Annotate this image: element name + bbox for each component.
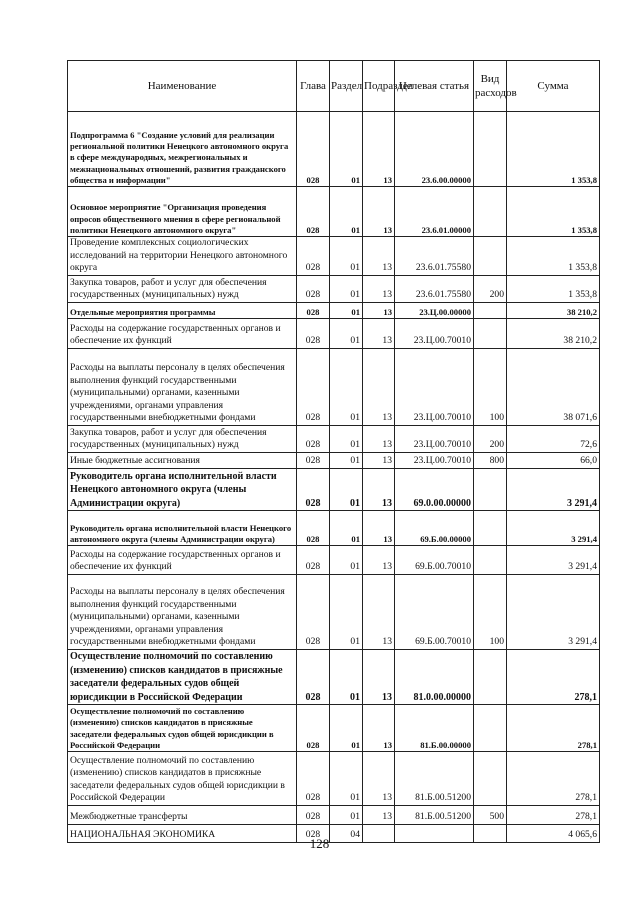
row-name: Осуществление полномочий по составлению (изменению) списков кандидатов в присяжные заседатели федеральных судов общей юрисдикции в Российской Федерации bbox=[68, 650, 297, 705]
row-vid: 800 bbox=[474, 453, 507, 469]
page-number: 128 bbox=[309, 836, 330, 851]
row-sum: 1 353,8 bbox=[507, 187, 600, 237]
header-row bbox=[68, 61, 600, 112]
row-razdel: 01 bbox=[330, 453, 363, 469]
row-sum: 38 210,2 bbox=[507, 319, 600, 349]
row-podrazdel: 13 bbox=[363, 319, 395, 349]
row-target: 23.6.01.00000 bbox=[395, 187, 474, 237]
row-sum: 278,1 bbox=[507, 705, 600, 752]
row-name: Осуществление полномочий по составлению (изменению) списков кандидатов в присяжные заседатели федеральных судов общей юрисдикции в Российской Федерации bbox=[68, 705, 297, 752]
row-name: НАЦИОНАЛЬНАЯ ЭКОНОМИКА bbox=[68, 825, 297, 843]
row-name: Проведение комплексных социологических исследований на территории Ненецкого автономного округа bbox=[68, 237, 297, 276]
row-sum: 278,1 bbox=[507, 650, 600, 705]
row-podrazdel: 13 bbox=[363, 349, 395, 426]
header-glava: Глава bbox=[297, 61, 330, 112]
table-row bbox=[68, 237, 600, 276]
row-name: Осуществление полномочий по составлению (изменению) списков кандидатов в присяжные заседатели федеральных судов общей юрисдикции в Российской Федерации bbox=[68, 752, 297, 806]
row-glava: 028 bbox=[297, 825, 330, 843]
row-name: Расходы на выплаты персоналу в целях обеспечения выполнения функций государственными (муниципальными) органами, казенными учреждениями, органами управления государственными внебюджетными фондами bbox=[68, 575, 297, 650]
row-vid bbox=[474, 469, 507, 511]
row-sum: 1 353,8 bbox=[507, 237, 600, 276]
row-podrazdel: 13 bbox=[363, 453, 395, 469]
header-vid: Вид расходов bbox=[474, 61, 507, 112]
row-vid: 200 bbox=[474, 426, 507, 453]
row-podrazdel: 13 bbox=[363, 276, 395, 303]
row-vid: 100 bbox=[474, 575, 507, 650]
table-row bbox=[68, 303, 600, 319]
row-razdel: 01 bbox=[330, 511, 363, 546]
table-row bbox=[68, 453, 600, 469]
row-glava: 028 bbox=[297, 806, 330, 825]
header-sum: Сумма bbox=[507, 61, 600, 112]
row-target: 23.6.01.75580 bbox=[395, 237, 474, 276]
row-vid bbox=[474, 112, 507, 187]
row-razdel: 01 bbox=[330, 806, 363, 825]
row-podrazdel: 13 bbox=[363, 469, 395, 511]
table-row bbox=[68, 319, 600, 349]
row-vid bbox=[474, 650, 507, 705]
row-razdel: 01 bbox=[330, 319, 363, 349]
row-glava: 028 bbox=[297, 453, 330, 469]
header-podrazdel: Подраздел bbox=[363, 61, 395, 112]
row-podrazdel: 13 bbox=[363, 237, 395, 276]
row-vid bbox=[474, 546, 507, 575]
row-glava: 028 bbox=[297, 237, 330, 276]
table-row bbox=[68, 806, 600, 825]
row-sum: 72,6 bbox=[507, 426, 600, 453]
row-target: 23.Ц.00.70010 bbox=[395, 319, 474, 349]
row-sum: 3 291,4 bbox=[507, 575, 600, 650]
row-target: 23.Ц.00.70010 bbox=[395, 426, 474, 453]
table-row bbox=[68, 187, 600, 237]
row-razdel: 01 bbox=[330, 752, 363, 806]
row-sum: 3 291,4 bbox=[507, 511, 600, 546]
row-vid: 100 bbox=[474, 349, 507, 426]
table-row bbox=[68, 546, 600, 575]
row-vid: 500 bbox=[474, 806, 507, 825]
row-podrazdel: 13 bbox=[363, 187, 395, 237]
row-razdel: 01 bbox=[330, 650, 363, 705]
row-podrazdel: 13 bbox=[363, 112, 395, 187]
row-target: 81.Б.00.00000 bbox=[395, 705, 474, 752]
row-razdel: 01 bbox=[330, 187, 363, 237]
row-vid bbox=[474, 237, 507, 276]
row-sum: 278,1 bbox=[507, 806, 600, 825]
row-vid bbox=[474, 752, 507, 806]
row-target: 23.Ц.00.00000 bbox=[395, 303, 474, 319]
row-name: Расходы на содержание государственных органов и обеспечение их функций bbox=[68, 319, 297, 349]
row-name: Межбюджетные трансферты bbox=[68, 806, 297, 825]
table-row bbox=[68, 752, 600, 806]
row-glava: 028 bbox=[297, 546, 330, 575]
row-target: 23.Ц.00.70010 bbox=[395, 453, 474, 469]
row-vid bbox=[474, 303, 507, 319]
row-name: Основное мероприятие "Организация проведения опросов общественного мнения в сфере региональной политики Ненецкого автономного округа" bbox=[68, 187, 297, 237]
row-target: 69.0.00.00000 bbox=[395, 469, 474, 511]
row-podrazdel: 13 bbox=[363, 705, 395, 752]
row-sum: 38 071,6 bbox=[507, 349, 600, 426]
row-sum: 4 065,6 bbox=[507, 825, 600, 843]
row-glava: 028 bbox=[297, 469, 330, 511]
row-razdel: 01 bbox=[330, 426, 363, 453]
budget-table bbox=[67, 60, 600, 843]
row-razdel: 01 bbox=[330, 303, 363, 319]
row-sum: 1 353,8 bbox=[507, 276, 600, 303]
header-target: Целевая статья bbox=[395, 61, 474, 112]
row-podrazdel: 13 bbox=[363, 426, 395, 453]
row-sum: 3 291,4 bbox=[507, 546, 600, 575]
row-glava: 028 bbox=[297, 650, 330, 705]
row-glava: 028 bbox=[297, 112, 330, 187]
row-vid bbox=[474, 319, 507, 349]
row-sum: 38 210,2 bbox=[507, 303, 600, 319]
row-glava: 028 bbox=[297, 187, 330, 237]
table-row bbox=[68, 705, 600, 752]
row-podrazdel: 13 bbox=[363, 546, 395, 575]
row-razdel: 01 bbox=[330, 349, 363, 426]
row-razdel: 01 bbox=[330, 469, 363, 511]
row-glava: 028 bbox=[297, 303, 330, 319]
row-podrazdel: 13 bbox=[363, 650, 395, 705]
row-target: 69.Б.00.70010 bbox=[395, 575, 474, 650]
row-glava: 028 bbox=[297, 511, 330, 546]
row-razdel: 01 bbox=[330, 276, 363, 303]
row-sum: 278,1 bbox=[507, 752, 600, 806]
row-vid bbox=[474, 187, 507, 237]
table-row bbox=[68, 650, 600, 705]
row-razdel: 04 bbox=[330, 825, 363, 843]
row-razdel: 01 bbox=[330, 112, 363, 187]
row-sum: 66,0 bbox=[507, 453, 600, 469]
row-name: Руководитель органа исполнительной власти Ненецкого автономного округа (члены Администрации округа) bbox=[68, 511, 297, 546]
row-target: 81.Б.00.51200 bbox=[395, 806, 474, 825]
row-podrazdel: 13 bbox=[363, 806, 395, 825]
row-vid: 200 bbox=[474, 276, 507, 303]
table-row bbox=[68, 469, 600, 511]
table-row bbox=[68, 511, 600, 546]
row-glava: 028 bbox=[297, 705, 330, 752]
table-row bbox=[68, 426, 600, 453]
row-glava: 028 bbox=[297, 319, 330, 349]
row-vid bbox=[474, 705, 507, 752]
header-name: Наименование bbox=[68, 61, 297, 112]
row-target: 23.6.01.75580 bbox=[395, 276, 474, 303]
row-sum: 1 353,8 bbox=[507, 112, 600, 187]
row-razdel: 01 bbox=[330, 546, 363, 575]
row-target: 23.Ц.00.70010 bbox=[395, 349, 474, 426]
header-razdel: Раздел bbox=[330, 61, 363, 112]
row-target: 69.Б.00.70010 bbox=[395, 546, 474, 575]
row-podrazdel: 13 bbox=[363, 511, 395, 546]
row-name: Подпрограмма 6 "Создание условий для реализации региональной политики Ненецкого автономного округа в сфере международных, межрегиональных и межнациональных отношений, развития гражданского общества и информации" bbox=[68, 112, 297, 187]
row-podrazdel: 13 bbox=[363, 575, 395, 650]
table-row bbox=[68, 349, 600, 426]
row-razdel: 01 bbox=[330, 705, 363, 752]
table-row bbox=[68, 575, 600, 650]
row-name: Отдельные мероприятия программы bbox=[68, 303, 297, 319]
row-glava: 028 bbox=[297, 575, 330, 650]
table-row bbox=[68, 276, 600, 303]
row-podrazdel: 13 bbox=[363, 303, 395, 319]
row-target: 81.Б.00.51200 bbox=[395, 752, 474, 806]
row-glava: 028 bbox=[297, 426, 330, 453]
row-name: Закупка товаров, работ и услуг для обеспечения государственных (муниципальных) нужд bbox=[68, 276, 297, 303]
row-glava: 028 bbox=[297, 349, 330, 426]
row-glava: 028 bbox=[297, 752, 330, 806]
row-name: Руководитель органа исполнительной власти Ненецкого автономного округа (члены Администрации округа) bbox=[68, 469, 297, 511]
row-razdel: 01 bbox=[330, 575, 363, 650]
row-name: Расходы на содержание государственных органов и обеспечение их функций bbox=[68, 546, 297, 575]
row-name: Иные бюджетные ассигнования bbox=[68, 453, 297, 469]
row-target: 81.0.00.00000 bbox=[395, 650, 474, 705]
row-target: 69.Б.00.00000 bbox=[395, 511, 474, 546]
row-glava: 028 bbox=[297, 276, 330, 303]
row-vid bbox=[474, 511, 507, 546]
row-target: 23.6.00.00000 bbox=[395, 112, 474, 187]
row-sum: 3 291,4 bbox=[507, 469, 600, 511]
row-razdel: 01 bbox=[330, 237, 363, 276]
row-name: Расходы на выплаты персоналу в целях обеспечения выполнения функций государственными (муниципальными) органами, казенными учреждениями, органами управления государственными внебюджетными фондами bbox=[68, 349, 297, 426]
table-row bbox=[68, 112, 600, 187]
row-podrazdel: 13 bbox=[363, 752, 395, 806]
row-name: Закупка товаров, работ и услуг для обеспечения государственных (муниципальных) нужд bbox=[68, 426, 297, 453]
